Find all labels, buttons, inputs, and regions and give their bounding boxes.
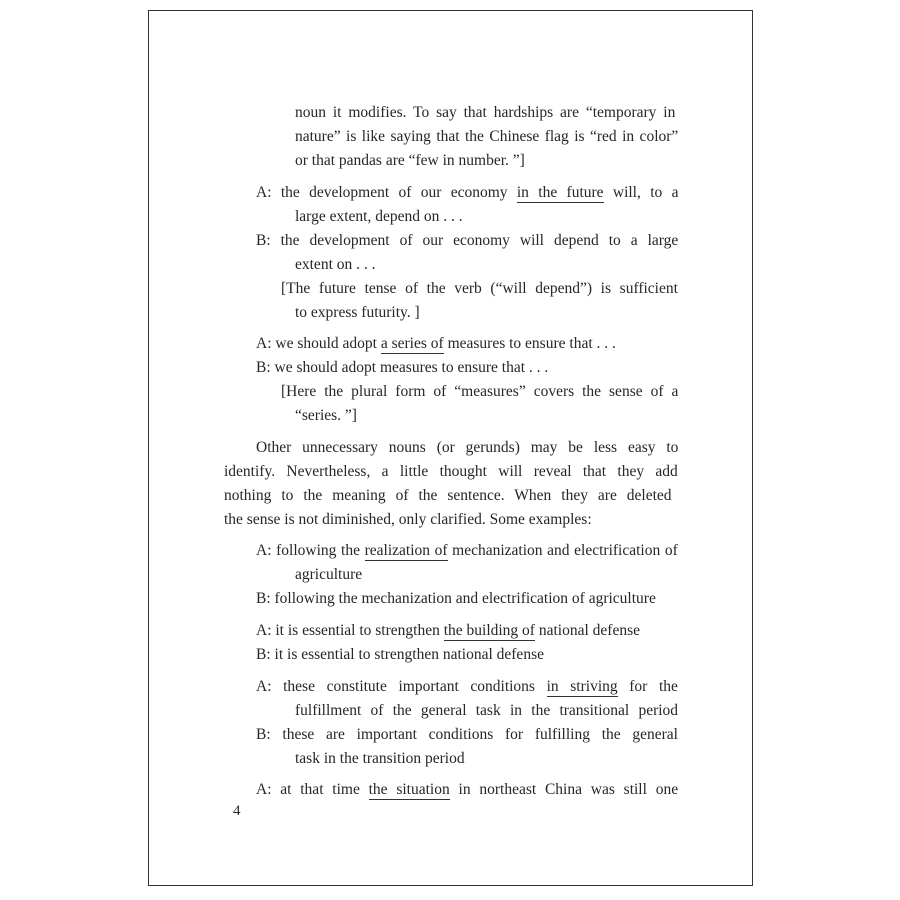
underlined-phrase: in the future xyxy=(516,184,604,201)
text-segment: the sense is not diminished, only clarified. Some examples: xyxy=(224,511,592,528)
text-segment: for the xyxy=(617,678,678,695)
text-segment: task in the transition period xyxy=(295,750,465,767)
underlined-phrase: realization of xyxy=(364,542,448,559)
text-segment: measures to ensure that . . . xyxy=(443,335,616,352)
text-segment: nature” is like saying that the Chinese flag is “red in color” xyxy=(295,128,679,145)
text-segment: “series. ”] xyxy=(295,407,357,424)
text-line xyxy=(256,231,678,251)
text-segment: A: the development of our economy xyxy=(256,184,517,201)
text-segment: B: the development of our economy will depend to a large xyxy=(256,232,679,249)
text-segment: [Here the plural form of “measures” covers the sense of a xyxy=(281,383,679,400)
text-line xyxy=(295,565,362,585)
text-segment: will, to a xyxy=(603,184,679,201)
text-segment: A: at that time xyxy=(256,781,369,798)
text-line xyxy=(224,510,592,530)
underlined-phrase: the building of xyxy=(443,622,535,639)
text-segment: in northeast China was still one xyxy=(449,781,679,798)
text-line xyxy=(295,103,675,123)
text-line xyxy=(256,541,678,561)
underlined-phrase: a series of xyxy=(380,335,444,352)
text-segment: to express futurity. ] xyxy=(295,304,420,321)
text-line xyxy=(295,701,678,721)
text-line xyxy=(224,486,672,506)
text-line xyxy=(295,303,420,323)
underlined-phrase: in striving xyxy=(546,678,618,695)
text-segment: agriculture xyxy=(295,566,363,583)
text-line xyxy=(295,207,463,227)
text-segment: fulfillment of the general task in the transitional period xyxy=(295,702,679,719)
text-line xyxy=(256,780,678,800)
text-line xyxy=(256,438,678,458)
text-line xyxy=(295,255,376,275)
text-segment: A: it is essential to strengthen xyxy=(256,622,444,639)
text-line xyxy=(256,183,678,203)
text-line xyxy=(256,677,678,697)
text-segment: large extent, depend on . . . xyxy=(295,208,463,225)
text-segment: national defense xyxy=(534,622,640,639)
text-line xyxy=(256,358,548,378)
text-segment: A: these constitute important conditions xyxy=(256,678,547,695)
text-line xyxy=(295,127,678,147)
text-line xyxy=(256,589,656,609)
text-segment: B: following the mechanization and electrification of agriculture xyxy=(256,590,656,607)
text-segment: B: it is essential to strengthen national defense xyxy=(256,646,544,663)
text-segment: or that pandas are “few in number. ”] xyxy=(295,152,525,169)
text-line xyxy=(256,645,544,665)
text-segment: nothing to the meaning of the sentence. When they are deleted xyxy=(224,487,672,504)
text-segment: [The future tense of the verb (“will depend”) is sufficient xyxy=(281,280,678,297)
text-line xyxy=(295,749,465,769)
text-line xyxy=(295,406,357,426)
text-line xyxy=(256,334,616,354)
text-line xyxy=(256,621,640,641)
text-segment: B: these are important conditions for fulfilling the general xyxy=(256,726,678,743)
underlined-phrase: the situation xyxy=(368,781,450,798)
text-segment: A: following the xyxy=(256,542,365,559)
text-line xyxy=(256,725,678,745)
text-line xyxy=(281,279,678,299)
page-number: 4 xyxy=(233,803,241,819)
text-segment: B: we should adopt measures to ensure that . . . xyxy=(256,359,549,376)
text-segment: mechanization and electrification of xyxy=(447,542,678,559)
text-line xyxy=(224,462,678,482)
text-segment: noun it modifies. To say that hardships are “temporary in xyxy=(295,104,676,121)
text-segment: identify. Nevertheless, a little thought will reveal that they add xyxy=(224,463,678,480)
text-line xyxy=(281,382,678,402)
text-segment: extent on . . . xyxy=(295,256,376,273)
text-line xyxy=(295,151,525,171)
text-segment: Other unnecessary nouns (or gerunds) may be less easy to xyxy=(256,439,679,456)
text-segment: A: we should adopt xyxy=(256,335,381,352)
